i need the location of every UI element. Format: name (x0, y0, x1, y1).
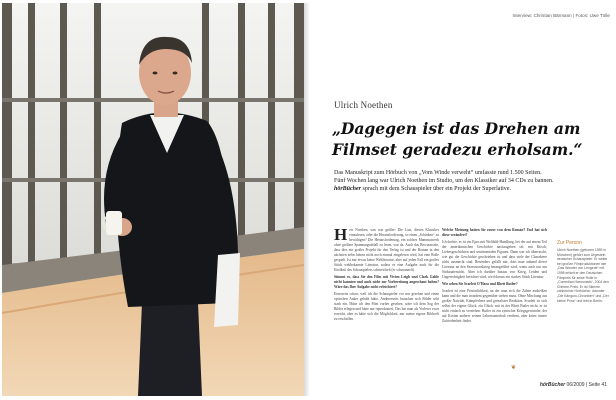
article-column-1 (334, 225, 439, 324)
body-paragraph: Ich dachte, es ist ein Epos mit Weltbild-Handlung, bei der auf einem Teil der amerikanischen Geschichte nachzugehen sei, mit Kitsch, Liebesgeschichten und sentimentalen Figuren. Dann war ich überrascht, wie gut die Geschichte geschrieben ist und dass viele der Charaktere nicht ausmacht sind. Besonders gefällt mir, dass man anhand dieser Literatur an den Sezessionskrieg herangeführt wird, wenn auch nur aus Südstaatensicht. Aber ich darüber hinaus von Krieg, Leiden und Ungerechtigkeit berichtet wird, wird daraus ein starkes Stück Literatur. (442, 240, 547, 279)
sidebar-text: Ulrich Noethen (geboren 1959 in München) gehört zum Urgestein deutscher Schauspieler. Er wirkte bei großen Filmproduktionen wie „Das Wunder von Lengede“ mit. 1998 erhielt er den Deutschen Filmpreis für seine Rolle in „Comedian Harmonists“, 2004 den Grimme-Preis. Er ist Stimme zahlreicher Hörbücher, darunter „Die Känguru-Chroniken“ und „Der kleine Prinz“ und lebt in Berlin. (557, 248, 609, 303)
drop-cap: H (334, 225, 348, 244)
intro-line (334, 185, 604, 193)
body-paragraph (334, 225, 439, 273)
intro-line: Das Manuskript zum Hörbuch von „Vom Winde verweht“ umfasste rund 1.500 Seiten. (334, 170, 542, 176)
article-kicker: Ulrich Noethen (334, 100, 393, 110)
page-footer (540, 382, 607, 388)
interview-question: Welche Meinung hatten Sie zuvor von dem Roman? Und hat sich diese verändert? (442, 228, 547, 237)
paragraph-text: err Noethen, was war größer: Die Lust, diesen Klassiker einzulesen, oder die Herausforderung, so einen „Schinken“ zu bewältigen? Die Herausforderung, ein solches Mammutwerk ohne größere Spannungsabfall zu lesen, war da. Auch das Bewusstsein, dass dies ein großes Projekt für den Verlag ist und der Roman in den nächsten zehn Jahren nicht noch einmal eingelesen wird, hat eine Rolle gespielt. Ist mir etwas keine Weltliteratur, aber auf jeden Fall ein großes Stück weltbekannte Literatur, sodass es eine Aufgabe auch für die Eitelkeit des Schauspielers schmeichelt (er schmunzelt). (334, 228, 439, 272)
footer-magazine-name: hörBücher (539, 382, 566, 388)
interview-question: Stimmt es, dass Sie den Film mit Vivien Leigh und Clark Gable nicht kannten und auch nicht zur Vorbereitung angeschaut haben? Wäre das Ihre Aufgabe nicht erleichtert? (334, 275, 439, 289)
footer-issue-page: 06/2009 | Seite 41 (565, 382, 607, 388)
body-paragraph: Einerseits schon, weil ich die Schauspieler vor mir gesehen und einen optischen Anker gehabt hätte. Andererseits brauchen sich Bilder sehr stark ein. Hätte ich den Film vorher gesehen, wäre ich dem Sog der Bilder erlegen und hätte nur reproduziert. Das hat man als Vorleser zwar erreicht, aber es hätte sich die Möglichkeit, mir meine eigene Bildwelt zu erschaffen. (334, 292, 439, 321)
headline-line: „Dagegen ist das Drehen am (332, 119, 581, 138)
end-ornament-icon: ❦ (511, 365, 517, 371)
portrait-photo (2, 3, 304, 396)
article-column-2 (442, 228, 547, 326)
headline-line: Filmset geradezu erholsam.“ (332, 140, 583, 159)
sidebar-title: Zur Person (557, 240, 582, 246)
article-headline (332, 118, 604, 160)
photo-credits: Interview: Christian Bärmann | Fotos: Uwe Tölle (512, 13, 610, 18)
body-paragraph: Scarlett ist eine Persönlichkeit, an der man sich die Zähne ausbeißen kann und die man trotzdem gegenüber stehen muss. Ohne Mischung aus großer Naivität, Kämpferherz und grenzloser Reaktion. Scarlett ist sich selbst der eigene Glück, ein Glück: mit ist der Rhett Butler nicht, er ist nicht einfach zu verstehen. Butler ist ein zynischer Kriegsgewinnler, der auf Kosten anderer seinen Lebensunterhalt verdient, aber keine innere Zufriedenheit findet. (442, 289, 547, 323)
article-intro (334, 169, 604, 193)
article-page (310, 3, 613, 396)
intro-line: Fünf Wochen lang war Ulrich Noethen im Studio, um den Klassiker auf 34 CDs zu bannen. (334, 178, 554, 184)
magazine-name: hörBücher (334, 186, 362, 192)
interview-question: Wie sehen Sie Scarlett O’Hara und Rhett Butler? (442, 282, 518, 286)
person-sidebar (557, 240, 611, 303)
intro-line-rest: sprach mit dem Schauspieler über ein Projekt der Superlative. (361, 186, 511, 192)
